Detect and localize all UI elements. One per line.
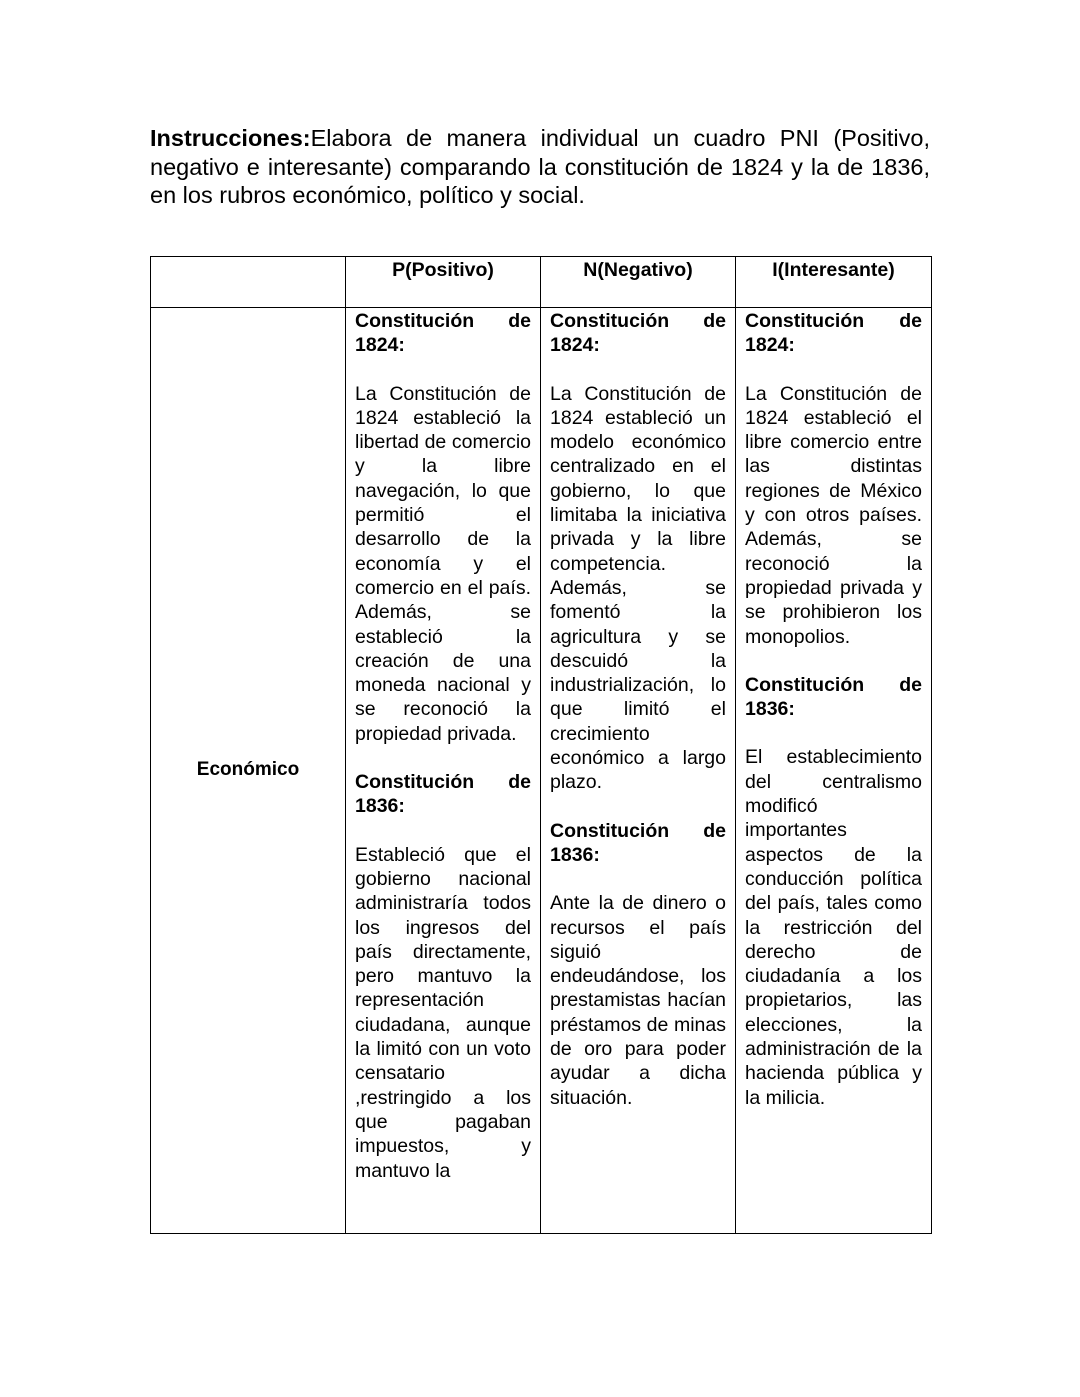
instructions-paragraph [150, 124, 930, 210]
instructions-label: Instrucciones: [150, 125, 311, 151]
header-interesante: I(Interesante) [736, 257, 932, 308]
negativo-heading-1824: Constitución de 1824: [550, 310, 726, 357]
negativo-text-1824: La Constitución de 1824 estableció un modelo económico centralizado en el gobierno, lo que limitaba la iniciativa privada y la libre competencia. Además, se fomentó la agricultura y se descuidó la industrialización, lo que limitó el crecimiento económico a largo plazo. [550, 382, 726, 794]
interesante-text-1836: El establecimiento del centralismo modificó importantes aspectos de la conducción política del país, tales como la restricción del derecho de ciudadanía a los propietarios, las elecciones, la administración de la hacienda pública y la milicia. [745, 746, 922, 1109]
interesante-text-1824: La Constitución de 1824 estableció el libre comercio entre las distintas regiones de México y con otros países. Además, se reconoció la propiedad privada y se prohibieron los monopolios. [745, 382, 922, 648]
table-row [151, 308, 932, 1234]
positivo-heading-1836: Constitución de 1836: [355, 771, 531, 818]
negativo-text-1836: Ante la de dinero o recursos el país siguió endeudándose, los prestamistas hacían préstamos de minas de oro para poder ayudar a dicha situación. [550, 892, 726, 1109]
interesante-heading-1824: Constitución de 1824: [745, 310, 922, 357]
row-label-economico: Económico [151, 308, 346, 1234]
negativo-heading-1836: Constitución de 1836: [550, 819, 726, 866]
header-empty [151, 257, 346, 308]
cell-negativo [541, 308, 736, 1234]
positivo-heading-1824: Constitución de 1824: [355, 310, 531, 357]
positivo-text-1824: La Constitución de 1824 estableció la libertad de comercio y la libre navegación, lo que permitió el desarrollo de la economía y el comercio en el país. Además, se estableció la creación de una moneda nacional y se reconoció la propiedad privada. [355, 382, 531, 745]
header-negativo: N(Negativo) [541, 257, 736, 308]
interesante-heading-1836: Constitución de 1836: [745, 673, 922, 721]
pni-table [150, 256, 932, 1234]
table-header-row [151, 257, 932, 308]
header-positivo: P(Positivo) [346, 257, 541, 308]
cell-positivo [346, 308, 541, 1234]
instructions-text: Elabora de manera individual un cuadro PNI (Positivo, negativo e interesante) comparando la constitución de 1824 y la de 1836, en los rubros económico, político y social. [150, 125, 930, 208]
positivo-text-1836: Estableció que el gobierno nacional administraría todos los ingresos del país directamente, pero mantuvo la representación ciudadana, aunque la limitó con un voto censatario ,restringido a los que pagaban impuestos, y mantuvo la [355, 843, 531, 1182]
cell-interesante [736, 308, 932, 1234]
